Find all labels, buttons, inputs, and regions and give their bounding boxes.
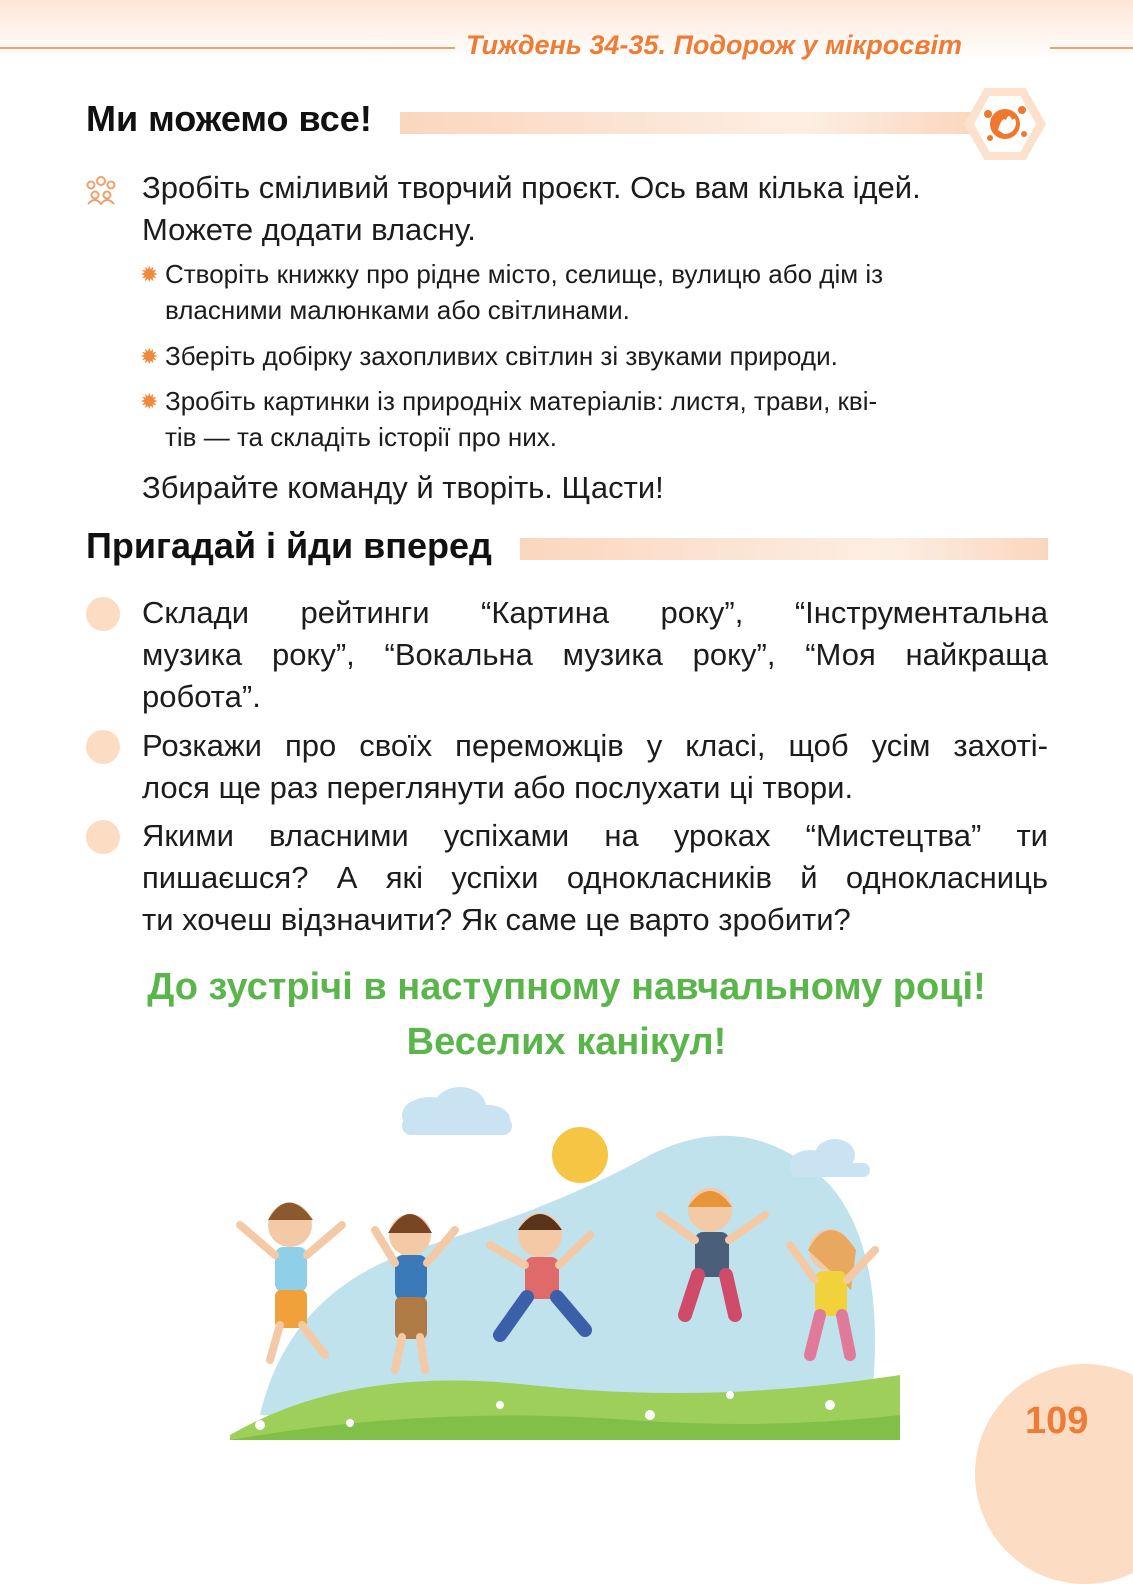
item-2-line-2: лося ще раз переглянути або послухати ці твори. [142,770,854,805]
section-title-bar [400,112,975,134]
item-1-line-2: музика року”, “Вокальна музика року”, “Моя найкраща [142,637,1048,672]
header-rule-right [1050,47,1133,49]
farewell-line-2: Веселих канікул! [406,1021,727,1063]
paint-splash-hand-icon [980,100,1030,148]
farewell-line-1: До зустрічі в наступному навчальному році! [147,966,986,1008]
item-3-line-2: пишаєшся? А які успіхи однокласників й однокласниць [142,860,1048,895]
item-3-line-1: Якими власними успіхами на уроках “Мистецтва” ти [142,818,1048,853]
item-1-line-1: Склади рейтинги “Картина року”, “Інструментальна [142,595,1048,630]
jumping-children-illustration [230,1085,900,1440]
project-intro-line-1: Зробіть сміливий творчий проєкт. Ось вам кілька ідей. [142,170,921,205]
idea-3-line-1: Зробіть картинки із природніх матеріалів: листя, трави, кві- [165,386,878,416]
group-icon [84,173,118,205]
bullet-dot [86,820,120,854]
chapter-title: Тиждень 34-35. Подорож у мікросвіт [466,30,963,60]
star-bullet-icon: ✹ [140,389,159,414]
section-title-bar [520,538,1048,560]
idea-3-line-2: тів — та складіть історії про них. [165,422,558,452]
star-bullet-icon: ✹ [140,262,159,287]
item-3-line-3: ти хочеш відзначити? Як саме це варто зробити? [142,902,851,937]
idea-1-line-2: власними малюнками або світлинами. [165,295,630,325]
item-1-line-3: робота”. [142,679,261,714]
section-title: Ми можемо все! [86,98,372,139]
header-rule-left [0,47,455,49]
idea-2-line-1: Зберіть добірку захопливих світлин зі звуками природи. [165,341,838,371]
bullet-dot [86,730,120,764]
page-number-badge [975,1364,1133,1584]
page-number: 109 [1025,1400,1089,1442]
idea-1-line-1: Створіть книжку про рідне місто, селище, вулицю або дім із [165,259,884,289]
project-closing: Збирайте команду й творіть. Щасти! [142,470,664,505]
section-title: Пригадай і йди вперед [86,525,492,566]
project-intro-line-2: Можете додати власну. [142,212,476,247]
item-2-line-1: Розкажи про своїх переможців у класі, щоб усім захоті- [142,728,1048,763]
bullet-dot [86,597,120,631]
sun-icon [552,1127,608,1183]
star-bullet-icon: ✹ [140,344,159,369]
